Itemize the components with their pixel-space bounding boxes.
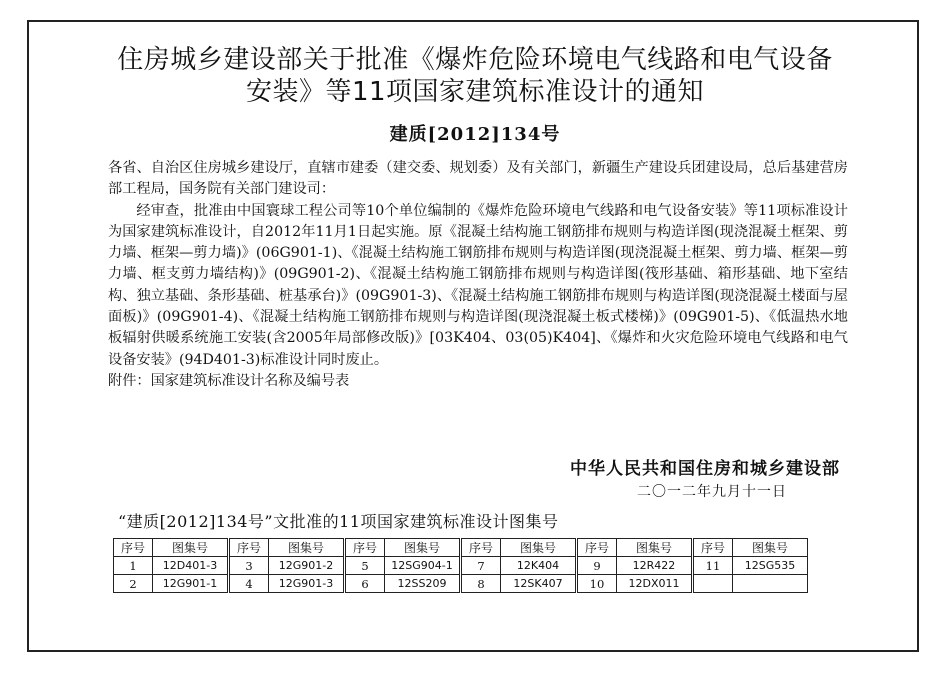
issue-date: 二〇一二年九月十一日 [637, 484, 787, 500]
atlas-number-cell: 12SK407 [501, 575, 577, 593]
atlas-number-cell: 12SG535 [733, 557, 808, 575]
serial-number-cell [693, 575, 733, 593]
atlas-number-cell [733, 575, 808, 593]
title-line-2: 安装》等11项国家建筑标准设计的通知 [245, 77, 705, 107]
header-atlas-cell: 图集号 [269, 539, 345, 557]
atlas-number-cell: 12G901-1 [153, 575, 229, 593]
atlas-number-cell: 12SG904-1 [385, 557, 461, 575]
notice-body [108, 158, 848, 392]
header-atlas-cell: 图集号 [153, 539, 229, 557]
atlas-number-cell: 12G901-3 [269, 575, 345, 593]
header-serial-cell: 序号 [345, 539, 385, 557]
document-number: 建质[2012]134号 [389, 124, 561, 145]
table-caption: “建质[2012]134号”文批准的11项国家建筑标准设计图集号 [118, 512, 559, 531]
serial-number-cell: 10 [577, 575, 617, 593]
main-paragraph: 经审查，批准由中国寰球工程公司等10个单位编制的《爆炸危险环境电气线路和电气设备安装》等11项标准设计为国家建筑标准设计，自2012年11月1日起实施。原《混凝土结构施工钢筋排布规则与构造详图(现浇混凝土框架、剪力墙、框架—剪力墙)》(06G901-1)、《混凝土结构施工钢筋排布规则与构造详图(现浇混凝土框架、剪力墙、框架—剪力墙、框支剪力墙结构)》(09G901-2)、《混凝土结构施工钢筋排布规则与构造详图(筏形基础、箱形基础、地下室结构、独立基础、条形基础、桩基承台)》(09G901-3)、《混凝土结构施工钢筋排布规则与构造详图(现浇混凝土楼面与屋面板)》(09G901-4)、《混凝土结构施工钢筋排布规则与构造详图(现浇混凝土板式楼梯)》(09G901-5)、《低温热水地板辐射供暖系统施工安装(含2005年局部修改版)》[03K404、03(05)K404]、《爆炸和火灾危险环境电气线路和电气设备安装》(94D401-3)标准设计同时废止。 [108, 202, 848, 368]
header-atlas-cell: 图集号 [733, 539, 808, 557]
header-atlas-cell: 图集号 [501, 539, 577, 557]
atlas-number-cell: 12K404 [501, 557, 577, 575]
atlas-number-cell: 12R422 [617, 557, 693, 575]
header-serial-cell: 序号 [693, 539, 733, 557]
serial-number-cell: 8 [461, 575, 501, 593]
header-serial-cell: 序号 [229, 539, 269, 557]
issuing-authority: 中华人民共和国住房和城乡建设部 [570, 459, 840, 479]
header-atlas-cell: 图集号 [385, 539, 461, 557]
header-serial-cell: 序号 [577, 539, 617, 557]
header-serial-cell: 序号 [114, 539, 153, 557]
title-line-1: 住房城乡建设部关于批准《爆炸危险环境电气线路和电气设备 [117, 45, 833, 75]
table-row [114, 575, 808, 593]
header-serial-cell: 序号 [461, 539, 501, 557]
atlas-table [113, 538, 808, 593]
attachment-line: 附件：国家建筑标准设计名称及编号表 [108, 372, 350, 389]
serial-number-cell: 6 [345, 575, 385, 593]
recipients-paragraph: 各省、自治区住房城乡建设厅，直辖市建委（建交委、规划委）及有关部门，新疆生产建设兵团建设局，总后基建营房部工程局，国务院有关部门建设司： [108, 160, 848, 198]
serial-number-cell: 9 [577, 557, 617, 575]
table-header-row [114, 539, 808, 557]
atlas-number-cell: 12G901-2 [269, 557, 345, 575]
atlas-number-cell: 12SS209 [385, 575, 461, 593]
serial-number-cell: 3 [229, 557, 269, 575]
atlas-number-cell: 12D401-3 [153, 557, 229, 575]
serial-number-cell: 7 [461, 557, 501, 575]
atlas-number-table [113, 538, 808, 593]
atlas-number-cell: 12DX011 [617, 575, 693, 593]
notice-title [0, 44, 950, 108]
serial-number-cell: 11 [693, 557, 733, 575]
table-row [114, 557, 808, 575]
serial-number-cell: 5 [345, 557, 385, 575]
header-atlas-cell: 图集号 [617, 539, 693, 557]
serial-number-cell: 4 [229, 575, 269, 593]
serial-number-cell: 2 [114, 575, 153, 593]
serial-number-cell: 1 [114, 557, 153, 575]
